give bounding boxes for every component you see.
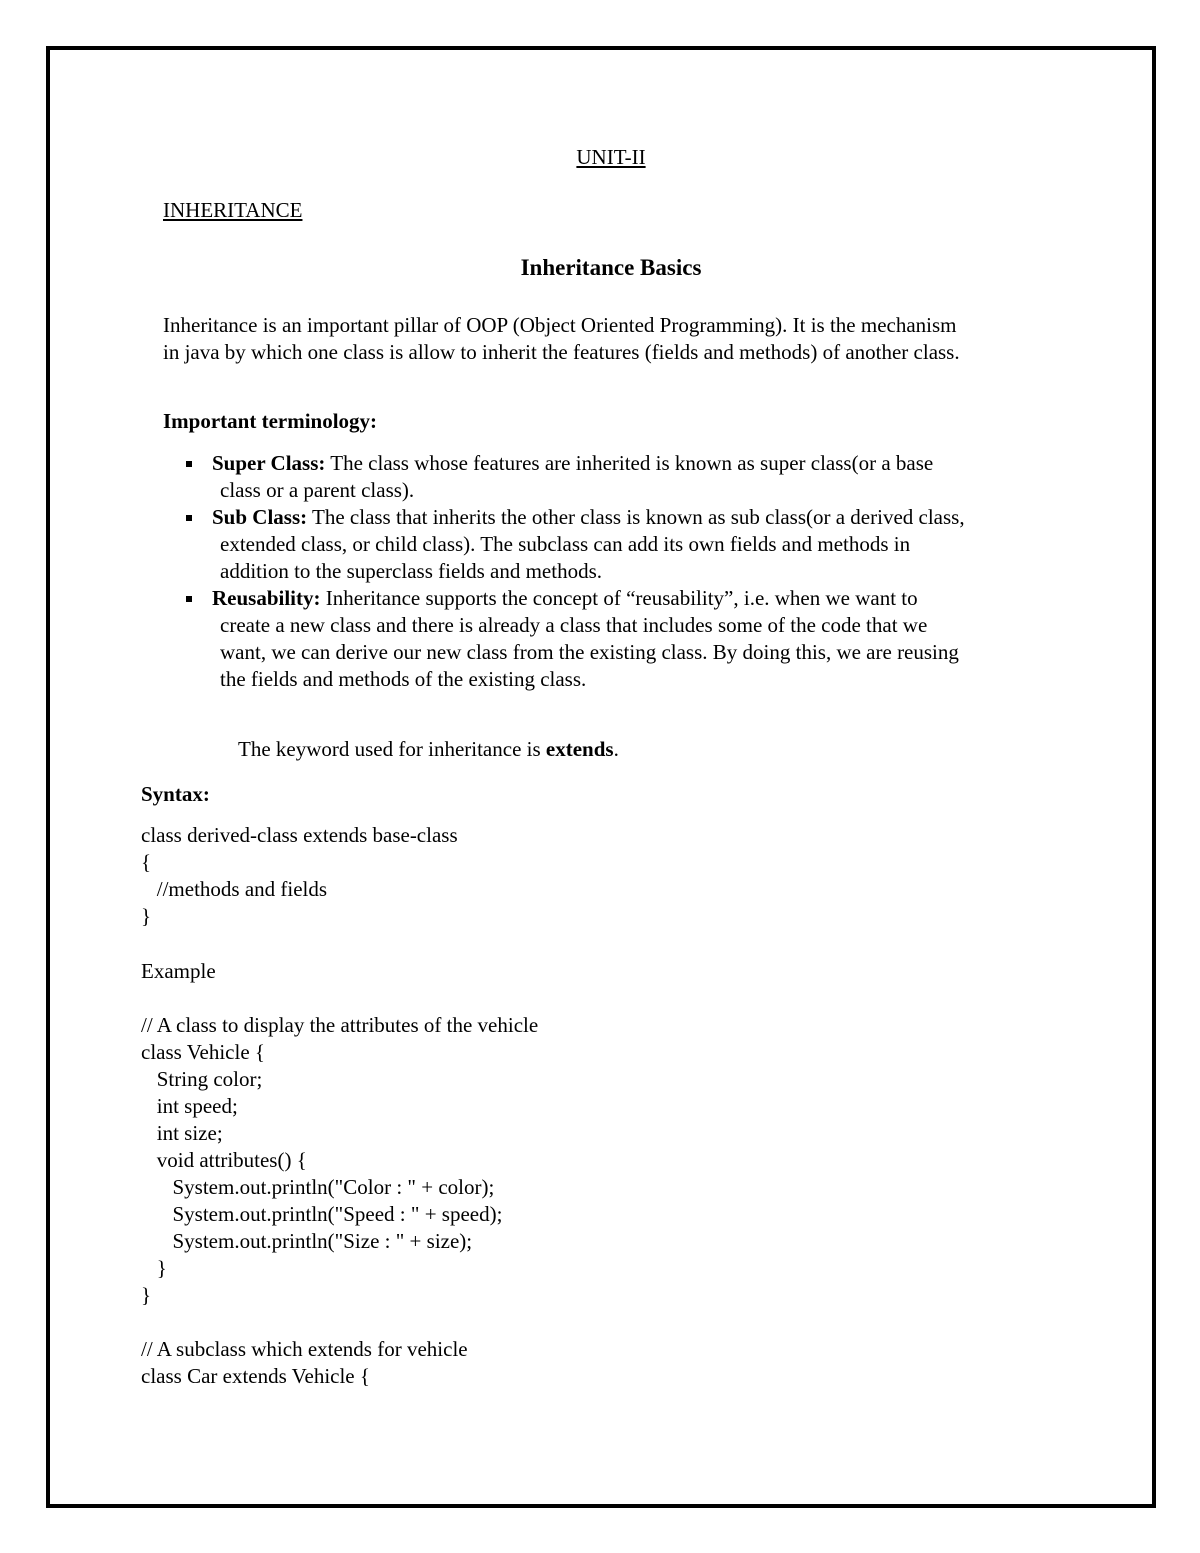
term-text: The class that inherits the other class is known as sub class(or a derived class, <box>307 505 965 529</box>
example-label: Example <box>141 959 216 983</box>
example-code-block <box>141 1012 538 1309</box>
term-text: The class whose features are inherited is known as super class(or a base <box>325 451 934 475</box>
term-first-line <box>212 450 1086 477</box>
syntax-code-block <box>141 822 458 930</box>
term-item-sub-class <box>186 504 1086 585</box>
code-line: int speed; <box>141 1094 238 1118</box>
intro-line: Inheritance is an important pillar of OOP (Object Oriented Programming). It is the mechanism <box>163 313 957 337</box>
term-continuation: want, we can derive our new class from the existing class. By doing this, we are reusing <box>220 640 959 664</box>
keyword-prefix: The keyword used for inheritance is <box>238 737 546 761</box>
keyword-line <box>238 736 619 763</box>
term-first-line <box>212 504 1086 531</box>
code-line: // A subclass which extends for vehicle <box>141 1337 468 1361</box>
term-text: Inheritance supports the concept of “reusability”, i.e. when we want to <box>320 586 918 610</box>
code-line: } <box>141 904 152 928</box>
code-line: String color; <box>141 1067 263 1091</box>
code-line: class derived-class extends base-class <box>141 823 458 847</box>
terms-heading: Important terminology: <box>163 409 378 433</box>
code-line: { <box>141 850 152 874</box>
bullet-icon <box>186 515 192 521</box>
term-continuation: the fields and methods of the existing class. <box>220 667 587 691</box>
bullet-icon <box>186 596 192 602</box>
code-line: // A class to display the attributes of the vehicle <box>141 1013 539 1037</box>
term-continuation: class or a parent class). <box>220 478 415 502</box>
term-continuation: extended class, or child class). The subclass can add its own fields and methods in <box>220 532 911 556</box>
unit-title: UNIT-II <box>576 145 646 169</box>
code-line: System.out.println("Size : " + size); <box>141 1229 473 1253</box>
keyword-extends: extends <box>545 737 614 761</box>
term-label: Sub Class: <box>212 505 308 529</box>
term-continuation: create a new class and there is already a class that includes some of the code that we <box>220 613 928 637</box>
bullet-icon <box>186 461 192 467</box>
term-continuation: addition to the superclass fields and methods. <box>220 559 603 583</box>
code-line: class Car extends Vehicle { <box>141 1364 370 1388</box>
code-line: //methods and fields <box>141 877 328 901</box>
section-heading: INHERITANCE <box>163 198 303 222</box>
code-line: } <box>141 1283 152 1307</box>
term-label: Super Class: <box>212 451 326 475</box>
code-line: class Vehicle { <box>141 1040 265 1064</box>
intro-line: in java by which one class is allow to inherit the features (fields and methods) of another class. <box>163 340 960 364</box>
term-item-reusability <box>186 585 1086 693</box>
code-line: void attributes() { <box>141 1148 307 1172</box>
code-line: System.out.println("Speed : " + speed); <box>141 1202 503 1226</box>
keyword-suffix: . <box>613 737 619 761</box>
term-first-line <box>212 585 1086 612</box>
basics-heading: Inheritance Basics <box>520 255 702 280</box>
subclass-code-block <box>141 1336 468 1390</box>
term-label: Reusability: <box>212 586 321 610</box>
term-item-super-class <box>186 450 1086 504</box>
code-line: int size; <box>141 1121 223 1145</box>
term-list <box>186 450 1086 693</box>
code-line: } <box>141 1256 167 1280</box>
code-line: System.out.println("Color : " + color); <box>141 1175 495 1199</box>
intro-paragraph <box>163 312 1063 366</box>
syntax-heading: Syntax: <box>141 782 210 806</box>
